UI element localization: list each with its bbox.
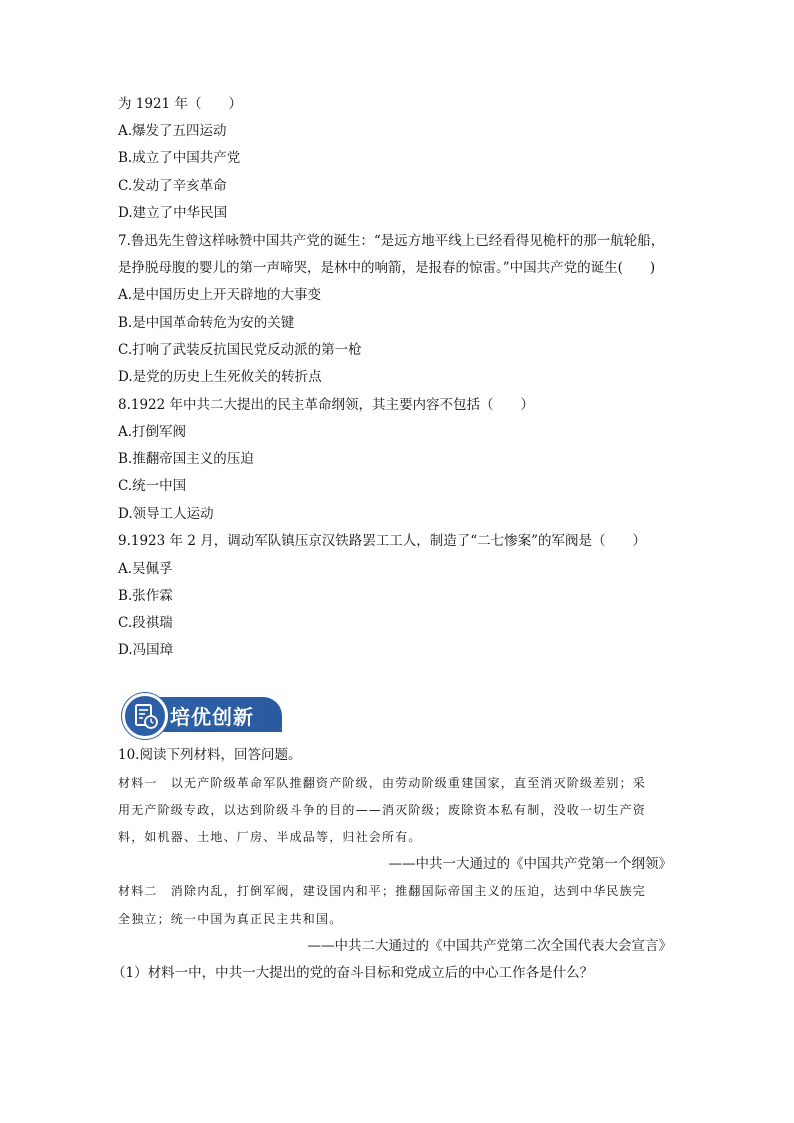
q9-stem: 9.1923 年 2 月，调动军队镇压京汉铁路罢工工人，制造了“二七惨案”的军阀是（ ） [118,533,647,549]
q8-option-a: A.打倒军阀 [118,424,187,440]
material1-line1: 材料一 以无产阶级革命军队推翻资产阶级，由劳动阶级重建国家，直至消灭阶级差别；采 [118,776,647,790]
material2-line1: 材料二 消除内乱，打倒军阀，建设国内和平；推翻国际帝国主义的压迫，达到中华民族完 [118,884,647,898]
material2-line2: 全独立；统一中国为真正民主共和国。 [118,912,343,926]
q7-stem-line2: 是挣脱母腹的婴儿的第一声啼哭，是林中的响箭，是报春的惊雷。”中国共产党的诞生( ) [118,260,656,276]
q7-option-d: D.是党的历史上生死攸关的转折点 [118,369,322,385]
section-banner [122,693,282,735]
q9-option-d: D.冯国璋 [118,642,174,658]
material1-line3: 料，如机器、土地、厂房、半成品等，归社会所有。 [118,830,422,844]
q10-subquestion-1: （1）材料一中，中共一大提出的党的奋斗目标和党成立后的中心工作各是什么？ [112,965,594,981]
q6-option-a: A.爆发了五四运动 [118,123,227,139]
material1-source: ——中共一大通过的《中国共产党第一个纲领》 [388,856,672,872]
q7-option-a: A.是中国历史上开天辟地的大事变 [118,287,322,303]
q8-option-c: C.统一中国 [118,478,187,494]
material2-source: ——中共二大通过的《中国共产党第二次全国代表大会宣言》 [307,938,672,954]
material1-line2: 用无产阶级专政，以达到阶级斗争的目的——消灭阶级；废除资本私有制，没收一切生产资 [118,803,647,817]
q8-stem: 8.1922 年中共二大提出的民主革命纲领，其主要内容不包括（ ） [118,397,535,413]
q8-option-d: D.领导工人运动 [118,506,214,522]
q6-option-b: B.成立了中国共产党 [118,150,241,166]
q9-option-a: A.吴佩孚 [118,561,173,577]
banner-icon-badge [122,693,168,739]
q7-option-b: B.是中国革命转危为安的关键 [118,315,295,331]
q6-option-c: C.发动了辛亥革命 [118,178,227,194]
q9-option-c: C.段祺瑞 [118,615,173,631]
q6-option-d: D.建立了中华民国 [118,205,228,221]
q9-option-b: B.张作霖 [118,588,173,604]
document-clock-icon [125,696,165,736]
q6-stem: 为 1921 年（ ） [118,96,242,112]
q7-option-c: C.打响了武装反抗国民党反动派的第一枪 [118,342,362,358]
q7-stem-line1: 7.鲁迅先生曾这样咏赞中国共产党的诞生：“是远方地平线上已经看得见桅杆的那一航轮船， [118,233,665,249]
q10-stem: 10.阅读下列材料，回答问题。 [118,747,302,763]
q8-option-b: B.推翻帝国主义的压迫 [118,451,254,467]
section-title: 培优创新 [170,705,254,729]
